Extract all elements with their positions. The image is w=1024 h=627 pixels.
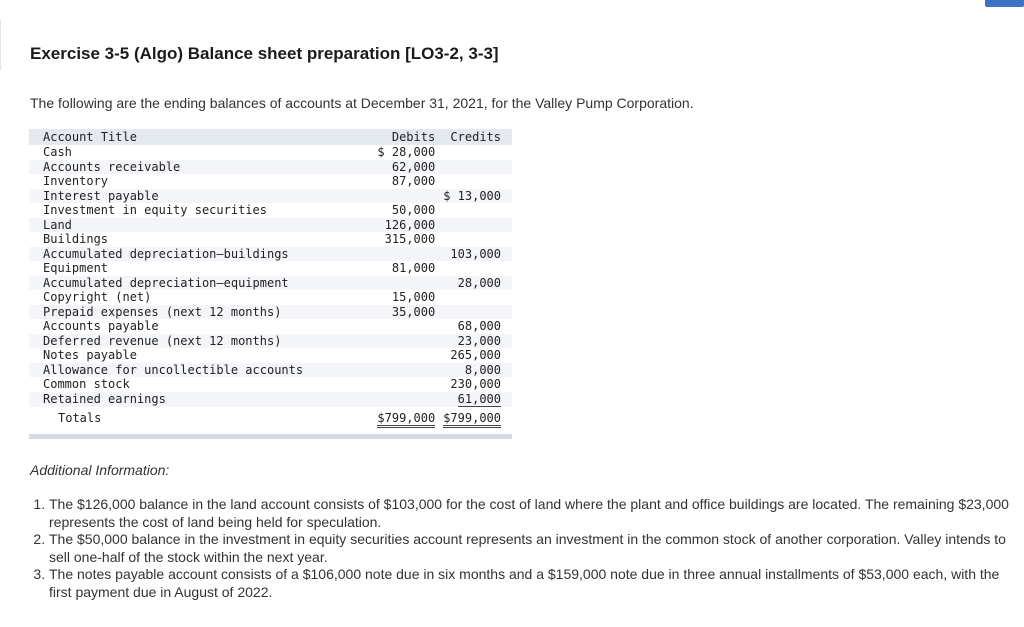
debit-cell bbox=[347, 319, 443, 334]
debit-cell: 315,000 bbox=[384, 232, 436, 246]
totals-debit-value: $799,000 bbox=[377, 411, 435, 428]
table-row bbox=[29, 218, 512, 233]
debit-cell: $ 28,000 bbox=[377, 145, 436, 159]
account-title-cell: Accumulated depreciation—buildings bbox=[29, 247, 347, 262]
note-item: 2. The $50,000 balance in the investment in equity securities account represents an investment in the common stock of another corporation. Valley intends to sell one-half of the stock within the next year. bbox=[49, 531, 1009, 566]
totals-label: Totals bbox=[29, 407, 347, 429]
account-title-cell: Buildings bbox=[43, 232, 109, 246]
column-header-debits: Debits bbox=[347, 129, 443, 145]
debit-cell: 50,000 bbox=[391, 203, 436, 217]
credit-cell: 23,000 bbox=[443, 334, 512, 349]
account-title-cell: Allowance for uncollectible accounts bbox=[29, 363, 347, 378]
table-row bbox=[29, 377, 512, 392]
credit-cell bbox=[443, 261, 512, 276]
account-title-cell: Common stock bbox=[43, 377, 130, 391]
debit-cell bbox=[347, 334, 443, 349]
credit-cell bbox=[443, 145, 512, 160]
credit-cell: 28,000 bbox=[443, 276, 512, 291]
account-title-cell: Accounts payable bbox=[43, 319, 159, 333]
account-title-cell: Accumulated depreciation—equipment bbox=[29, 276, 347, 291]
top-right-tab[interactable] bbox=[985, 0, 1024, 7]
column-header-account-title: Account Title bbox=[29, 129, 347, 145]
table-row bbox=[29, 203, 512, 218]
credit-cell bbox=[443, 232, 512, 247]
credit-cell bbox=[443, 203, 512, 218]
account-title-cell: Equipment bbox=[43, 261, 109, 275]
account-title-cell: Copyright (net) bbox=[43, 290, 152, 304]
column-header-credits: Credits bbox=[443, 129, 512, 145]
table-row bbox=[29, 232, 512, 247]
account-title-cell: Deferred revenue (next 12 months) bbox=[29, 334, 347, 349]
table-bottom-bar bbox=[29, 434, 512, 439]
note-item: 1. The $126,000 balance in the land account consists of $103,000 for the cost of land where the plant and office buildings are located. The remaining $23,000 represents the cost of land being held for speculation. bbox=[49, 496, 1009, 531]
table-row bbox=[29, 247, 512, 262]
credit-cell bbox=[443, 160, 512, 175]
table-row bbox=[29, 348, 512, 363]
debit-cell: 62,000 bbox=[347, 160, 443, 175]
table-row bbox=[29, 174, 512, 189]
debit-cell: 81,000 bbox=[391, 261, 436, 275]
table-row bbox=[29, 319, 512, 334]
balances-table bbox=[29, 129, 512, 429]
debit-cell bbox=[347, 392, 443, 407]
table-row bbox=[29, 189, 512, 204]
table-row bbox=[29, 363, 512, 378]
account-title-cell: Notes payable bbox=[43, 348, 137, 362]
credit-cell: 8,000 bbox=[443, 363, 512, 378]
note-item: 3. The notes payable account consists of a $106,000 note due in six months and a $159,000 note due in three annual installments of $53,000 each, with the first payment due in August of 2022. bbox=[49, 566, 1009, 601]
account-title-cell: Inventory bbox=[43, 174, 109, 188]
credit-cell bbox=[443, 290, 512, 305]
debit-cell: 15,000 bbox=[391, 290, 436, 304]
table-row bbox=[29, 290, 512, 305]
totals-credit bbox=[443, 407, 512, 429]
credit-cell: $ 13,000 bbox=[443, 189, 512, 204]
account-title-cell: Interest payable bbox=[29, 189, 347, 204]
intro-text: The following are the ending balances of accounts at December 31, 2021, for the Valley Pump Corporation. bbox=[30, 95, 694, 111]
account-title-cell: Accounts receivable bbox=[29, 160, 347, 175]
debit-cell bbox=[347, 377, 443, 392]
credit-cell: 230,000 bbox=[450, 377, 501, 391]
additional-info-heading: Additional Information: bbox=[30, 462, 170, 478]
table-row bbox=[29, 261, 512, 276]
credit-cell: 103,000 bbox=[443, 247, 512, 262]
table-row bbox=[29, 276, 512, 291]
table-row bbox=[29, 392, 512, 407]
debit-cell: 126,000 bbox=[347, 218, 443, 233]
table-row bbox=[29, 160, 512, 175]
debit-cell: 87,000 bbox=[391, 174, 436, 188]
table-header-row bbox=[29, 129, 512, 145]
credit-cell: 265,000 bbox=[450, 348, 501, 362]
debit-cell bbox=[347, 276, 443, 291]
credit-cell bbox=[443, 305, 512, 320]
account-title-cell: Prepaid expenses (next 12 months) bbox=[29, 305, 347, 320]
totals-debit bbox=[347, 407, 443, 429]
totals-row bbox=[29, 407, 512, 429]
credit-cell bbox=[443, 174, 512, 189]
account-title-cell: Retained earnings bbox=[29, 392, 347, 407]
page-title: Exercise 3-5 (Algo) Balance sheet preparation [LO3-2, 3-3] bbox=[30, 44, 499, 63]
credit-cell-value: 61,000 bbox=[457, 391, 501, 406]
totals-credit-value: $799,000 bbox=[443, 411, 501, 428]
debit-cell: 35,000 bbox=[347, 305, 443, 320]
credit-cell: 68,000 bbox=[457, 319, 501, 333]
table-row bbox=[29, 145, 512, 160]
credit-cell bbox=[443, 218, 512, 233]
debit-cell bbox=[347, 363, 443, 378]
credit-cell bbox=[443, 392, 512, 407]
debit-cell bbox=[347, 189, 443, 204]
debit-cell bbox=[347, 247, 443, 262]
table-row bbox=[29, 334, 512, 349]
left-divider bbox=[0, 20, 1, 70]
additional-info-list bbox=[30, 496, 1009, 601]
account-title-cell: Land bbox=[29, 218, 347, 233]
account-title-cell: Cash bbox=[43, 145, 72, 159]
debit-cell bbox=[347, 348, 443, 363]
table-row bbox=[29, 305, 512, 320]
account-title-cell: Investment in equity securities bbox=[43, 203, 267, 217]
balances-table-container bbox=[29, 129, 512, 439]
